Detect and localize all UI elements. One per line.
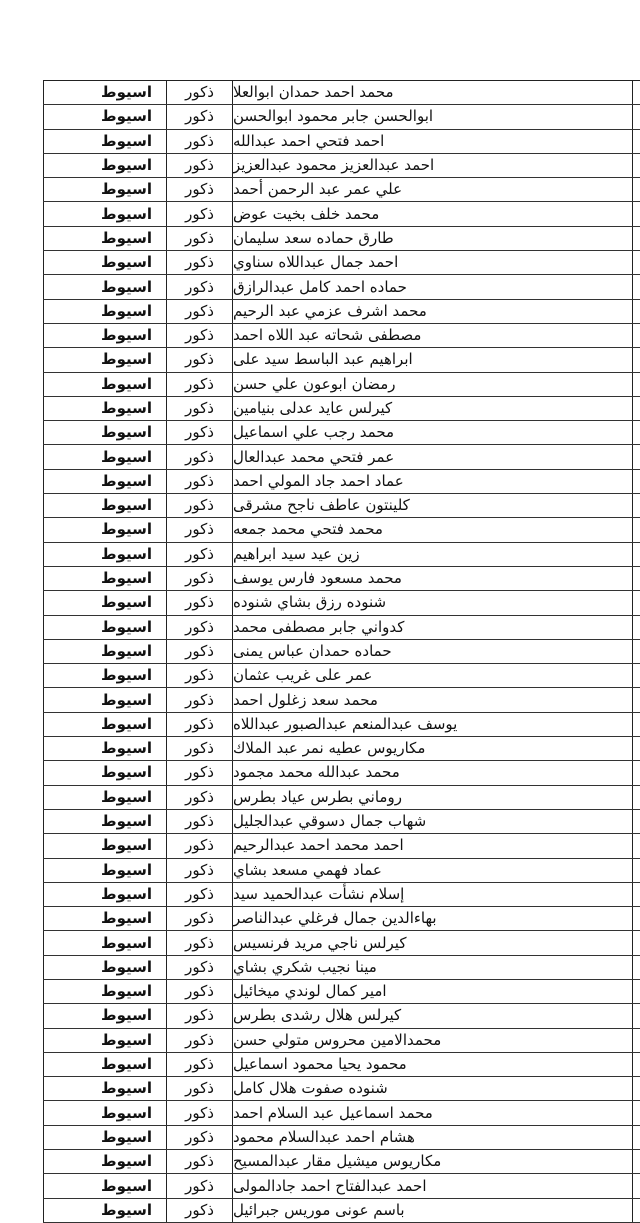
name-cell: عمر فتحي محمد عبدالعال bbox=[232, 445, 632, 468]
name-cell: زين عيد سيد ابراهيم bbox=[232, 543, 632, 566]
gender-cell: ذكور bbox=[166, 616, 232, 639]
gender-cell: ذكور bbox=[166, 834, 232, 857]
table-row bbox=[43, 275, 640, 299]
city-cell: اسيوط bbox=[43, 1150, 166, 1173]
row-number-cell bbox=[632, 543, 640, 566]
gender-cell: ذكور bbox=[166, 956, 232, 979]
table-row bbox=[43, 931, 640, 955]
gender-cell: ذكور bbox=[166, 1126, 232, 1149]
table-row bbox=[43, 178, 640, 202]
row-number-cell bbox=[632, 178, 640, 201]
table-row bbox=[43, 640, 640, 664]
city-cell: اسيوط bbox=[43, 761, 166, 784]
table-row bbox=[43, 664, 640, 688]
row-number-cell bbox=[632, 494, 640, 517]
table-row bbox=[43, 130, 640, 154]
row-number-cell bbox=[632, 664, 640, 687]
gender-cell: ذكور bbox=[166, 397, 232, 420]
table-row bbox=[43, 105, 640, 129]
row-number-cell bbox=[632, 883, 640, 906]
name-cell: عماد فهمي مسعد بشاي bbox=[232, 859, 632, 882]
table-row bbox=[43, 834, 640, 858]
table-row bbox=[43, 1126, 640, 1150]
gender-cell: ذكور bbox=[166, 494, 232, 517]
name-cell: ابوالحسن جابر محمود ابوالحسن bbox=[232, 105, 632, 128]
gender-cell: ذكور bbox=[166, 105, 232, 128]
gender-cell: ذكور bbox=[166, 640, 232, 663]
city-cell: اسيوط bbox=[43, 834, 166, 857]
row-number-cell bbox=[632, 980, 640, 1003]
name-cell: يوسف عبدالمنعم عبدالصبور عبداللاه bbox=[232, 713, 632, 736]
table-row bbox=[43, 810, 640, 834]
name-cell: محمد اسماعيل عبد السلام احمد bbox=[232, 1101, 632, 1124]
gender-cell: ذكور bbox=[166, 1199, 232, 1222]
table-row bbox=[43, 688, 640, 712]
name-cell: احمد فتحي احمد عبدالله bbox=[232, 130, 632, 153]
table-row bbox=[43, 445, 640, 469]
gender-cell: ذكور bbox=[166, 883, 232, 906]
table-row bbox=[43, 227, 640, 251]
row-number-cell bbox=[632, 713, 640, 736]
gender-cell: ذكور bbox=[166, 300, 232, 323]
city-cell: اسيوط bbox=[43, 980, 166, 1003]
name-cell: محمدالامين محروس متولي حسن bbox=[232, 1029, 632, 1052]
name-cell: محمد فتحي محمد جمعه bbox=[232, 518, 632, 541]
gender-cell: ذكور bbox=[166, 1004, 232, 1027]
name-cell: طارق حماده سعد سليمان bbox=[232, 227, 632, 250]
gender-cell: ذكور bbox=[166, 1174, 232, 1197]
row-number-cell bbox=[632, 1077, 640, 1100]
row-number-cell bbox=[632, 445, 640, 468]
row-number-cell bbox=[632, 688, 640, 711]
gender-cell: ذكور bbox=[166, 907, 232, 930]
name-cell: محمد مسعود فارس يوسف bbox=[232, 567, 632, 590]
city-cell: اسيوط bbox=[43, 470, 166, 493]
name-cell: رمضان ابوعون علي حسن bbox=[232, 373, 632, 396]
row-number-cell bbox=[632, 300, 640, 323]
row-number-cell bbox=[632, 907, 640, 930]
city-cell: اسيوط bbox=[43, 1053, 166, 1076]
table-row bbox=[43, 956, 640, 980]
city-cell: اسيوط bbox=[43, 275, 166, 298]
city-cell: اسيوط bbox=[43, 616, 166, 639]
name-cell: حماده احمد كامل عبدالرازق bbox=[232, 275, 632, 298]
row-number-cell bbox=[632, 591, 640, 614]
name-cell: عماد احمد جاد المولي احمد bbox=[232, 470, 632, 493]
name-cell: احمد عبدالفتاح احمد جادالمولى bbox=[232, 1174, 632, 1197]
name-cell: مكاريوس عطيه نمر عبد الملاك bbox=[232, 737, 632, 760]
gender-cell: ذكور bbox=[166, 1150, 232, 1173]
row-number-cell bbox=[632, 324, 640, 347]
gender-cell: ذكور bbox=[166, 445, 232, 468]
table-row bbox=[43, 737, 640, 761]
name-cell: علي عمر عبد الرحمن أحمد bbox=[232, 178, 632, 201]
row-number-cell bbox=[632, 737, 640, 760]
row-number-cell bbox=[632, 567, 640, 590]
name-cell: محمد رجب علي اسماعيل bbox=[232, 421, 632, 444]
gender-cell: ذكور bbox=[166, 251, 232, 274]
table-row bbox=[43, 494, 640, 518]
name-cell: احمد عبدالعزيز محمود عبدالعزيز bbox=[232, 154, 632, 177]
row-number-cell bbox=[632, 154, 640, 177]
name-cell: مينا نجيب شكري بشاي bbox=[232, 956, 632, 979]
city-cell: اسيوط bbox=[43, 810, 166, 833]
city-cell: اسيوط bbox=[43, 1004, 166, 1027]
gender-cell: ذكور bbox=[166, 202, 232, 225]
name-cell: باسم عونى موريس جبرائيل bbox=[232, 1199, 632, 1222]
city-cell: اسيوط bbox=[43, 202, 166, 225]
city-cell: اسيوط bbox=[43, 591, 166, 614]
gender-cell: ذكور bbox=[166, 1077, 232, 1100]
gender-cell: ذكور bbox=[166, 1101, 232, 1124]
gender-cell: ذكور bbox=[166, 373, 232, 396]
table-row bbox=[43, 786, 640, 810]
table-row bbox=[43, 883, 640, 907]
city-cell: اسيوط bbox=[43, 713, 166, 736]
table-row bbox=[43, 859, 640, 883]
city-cell: اسيوط bbox=[43, 907, 166, 930]
city-cell: اسيوط bbox=[43, 737, 166, 760]
city-cell: اسيوط bbox=[43, 518, 166, 541]
table-row bbox=[43, 373, 640, 397]
table-row bbox=[43, 567, 640, 591]
table-row bbox=[43, 81, 640, 105]
city-cell: اسيوط bbox=[43, 154, 166, 177]
row-number-cell bbox=[632, 1101, 640, 1124]
gender-cell: ذكور bbox=[166, 713, 232, 736]
row-number-cell bbox=[632, 956, 640, 979]
name-cell: روماني بطرس عياد بطرس bbox=[232, 786, 632, 809]
row-number-cell bbox=[632, 81, 640, 104]
gender-cell: ذكور bbox=[166, 130, 232, 153]
table-row bbox=[43, 251, 640, 275]
table-row bbox=[43, 1150, 640, 1174]
gender-cell: ذكور bbox=[166, 859, 232, 882]
gender-cell: ذكور bbox=[166, 470, 232, 493]
name-cell: ابراهيم عبد الباسط سيد على bbox=[232, 348, 632, 371]
row-number-cell bbox=[632, 1199, 640, 1222]
city-cell: اسيوط bbox=[43, 397, 166, 420]
table-row bbox=[43, 980, 640, 1004]
row-number-cell bbox=[632, 397, 640, 420]
gender-cell: ذكور bbox=[166, 761, 232, 784]
row-number-cell bbox=[632, 1174, 640, 1197]
table-row bbox=[43, 1199, 640, 1223]
row-number-cell bbox=[632, 761, 640, 784]
city-cell: اسيوط bbox=[43, 883, 166, 906]
city-cell: اسيوط bbox=[43, 348, 166, 371]
city-cell: اسيوط bbox=[43, 1174, 166, 1197]
gender-cell: ذكور bbox=[166, 591, 232, 614]
row-number-cell bbox=[632, 348, 640, 371]
gender-cell: ذكور bbox=[166, 178, 232, 201]
city-cell: اسيوط bbox=[43, 664, 166, 687]
gender-cell: ذكور bbox=[166, 227, 232, 250]
name-cell: امير كمال لوندي ميخائيل bbox=[232, 980, 632, 1003]
city-cell: اسيوط bbox=[43, 494, 166, 517]
city-cell: اسيوط bbox=[43, 956, 166, 979]
table-row bbox=[43, 1053, 640, 1077]
row-number-cell bbox=[632, 1004, 640, 1027]
city-cell: اسيوط bbox=[43, 324, 166, 347]
gender-cell: ذكور bbox=[166, 737, 232, 760]
gender-cell: ذكور bbox=[166, 543, 232, 566]
city-cell: اسيوط bbox=[43, 130, 166, 153]
name-cell: مصطفى شحاته عبد اللاه احمد bbox=[232, 324, 632, 347]
name-cell: كيرلس ناجي مريد فرنسيس bbox=[232, 931, 632, 954]
table-row bbox=[43, 300, 640, 324]
gender-cell: ذكور bbox=[166, 154, 232, 177]
row-number-cell bbox=[632, 421, 640, 444]
table-row bbox=[43, 202, 640, 226]
city-cell: اسيوط bbox=[43, 421, 166, 444]
table-row bbox=[43, 1004, 640, 1028]
row-number-cell bbox=[632, 275, 640, 298]
row-number-cell bbox=[632, 227, 640, 250]
city-cell: اسيوط bbox=[43, 1029, 166, 1052]
city-cell: اسيوط bbox=[43, 1126, 166, 1149]
gender-cell: ذكور bbox=[166, 275, 232, 298]
gender-cell: ذكور bbox=[166, 1053, 232, 1076]
name-cell: احمد جمال عبداللاه سناوي bbox=[232, 251, 632, 274]
city-cell: اسيوط bbox=[43, 640, 166, 663]
gender-cell: ذكور bbox=[166, 348, 232, 371]
gender-cell: ذكور bbox=[166, 1029, 232, 1052]
city-cell: اسيوط bbox=[43, 105, 166, 128]
name-cell: كيرلس هلال رشدى بطرس bbox=[232, 1004, 632, 1027]
gender-cell: ذكور bbox=[166, 518, 232, 541]
table-row bbox=[43, 1029, 640, 1053]
table-row bbox=[43, 1101, 640, 1125]
name-cell: كيرلس عايد عدلى بنيامين bbox=[232, 397, 632, 420]
name-cell: شنوده رزق بشاي شنوده bbox=[232, 591, 632, 614]
gender-cell: ذكور bbox=[166, 931, 232, 954]
row-number-cell bbox=[632, 810, 640, 833]
table-row bbox=[43, 348, 640, 372]
table-row bbox=[43, 713, 640, 737]
row-number-cell bbox=[632, 251, 640, 274]
name-cell: محمد خلف بخيت عوض bbox=[232, 202, 632, 225]
row-number-cell bbox=[632, 470, 640, 493]
row-number-cell bbox=[632, 202, 640, 225]
city-cell: اسيوط bbox=[43, 1199, 166, 1222]
city-cell: اسيوط bbox=[43, 859, 166, 882]
row-number-cell bbox=[632, 834, 640, 857]
city-cell: اسيوط bbox=[43, 445, 166, 468]
name-cell: شنوده صفوت هلال كامل bbox=[232, 1077, 632, 1100]
city-cell: اسيوط bbox=[43, 300, 166, 323]
city-cell: اسيوط bbox=[43, 688, 166, 711]
gender-cell: ذكور bbox=[166, 567, 232, 590]
gender-cell: ذكور bbox=[166, 81, 232, 104]
name-cell: محمد سعد زغلول احمد bbox=[232, 688, 632, 711]
city-cell: اسيوط bbox=[43, 227, 166, 250]
row-number-cell bbox=[632, 1053, 640, 1076]
row-number-cell bbox=[632, 859, 640, 882]
name-cell: حماده حمدان عباس يمنى bbox=[232, 640, 632, 663]
name-cell: محمد احمد حمدان ابوالعلا bbox=[232, 81, 632, 104]
roster-table bbox=[43, 80, 640, 1219]
city-cell: اسيوط bbox=[43, 931, 166, 954]
table-row bbox=[43, 591, 640, 615]
city-cell: اسيوط bbox=[43, 786, 166, 809]
table-row bbox=[43, 470, 640, 494]
table-row bbox=[43, 907, 640, 931]
row-number-cell bbox=[632, 640, 640, 663]
row-number-cell bbox=[632, 105, 640, 128]
table-row bbox=[43, 421, 640, 445]
row-number-cell bbox=[632, 1029, 640, 1052]
city-cell: اسيوط bbox=[43, 543, 166, 566]
table-row bbox=[43, 518, 640, 542]
city-cell: اسيوط bbox=[43, 178, 166, 201]
gender-cell: ذكور bbox=[166, 786, 232, 809]
gender-cell: ذكور bbox=[166, 421, 232, 444]
table-row bbox=[43, 1077, 640, 1101]
row-number-cell bbox=[632, 130, 640, 153]
city-cell: اسيوط bbox=[43, 373, 166, 396]
name-cell: مكاريوس ميشيل مقار عبدالمسيح bbox=[232, 1150, 632, 1173]
name-cell: هشام احمد عبدالسلام محمود bbox=[232, 1126, 632, 1149]
name-cell: محمد اشرف عزمي عبد الرحيم bbox=[232, 300, 632, 323]
name-cell: كلينتون عاطف ناجح مشرقى bbox=[232, 494, 632, 517]
table-row bbox=[43, 154, 640, 178]
name-cell: شهاب جمال دسوقي عبدالجليل bbox=[232, 810, 632, 833]
city-cell: اسيوط bbox=[43, 567, 166, 590]
name-cell: بهاءالدين جمال فرغلي عبدالناصر bbox=[232, 907, 632, 930]
row-number-cell bbox=[632, 518, 640, 541]
gender-cell: ذكور bbox=[166, 324, 232, 347]
city-cell: اسيوط bbox=[43, 81, 166, 104]
table-row bbox=[43, 324, 640, 348]
city-cell: اسيوط bbox=[43, 251, 166, 274]
city-cell: اسيوط bbox=[43, 1101, 166, 1124]
table-row bbox=[43, 1174, 640, 1198]
row-number-cell bbox=[632, 373, 640, 396]
gender-cell: ذكور bbox=[166, 980, 232, 1003]
name-cell: عمر على غريب عثمان bbox=[232, 664, 632, 687]
city-cell: اسيوط bbox=[43, 1077, 166, 1100]
gender-cell: ذكور bbox=[166, 810, 232, 833]
row-number-cell bbox=[632, 786, 640, 809]
name-cell: إسلام نشأت عبدالحميد سيد bbox=[232, 883, 632, 906]
row-number-cell bbox=[632, 616, 640, 639]
gender-cell: ذكور bbox=[166, 688, 232, 711]
gender-cell: ذكور bbox=[166, 664, 232, 687]
table-row bbox=[43, 543, 640, 567]
table-row bbox=[43, 397, 640, 421]
name-cell: احمد محمد احمد عبدالرحيم bbox=[232, 834, 632, 857]
table-row bbox=[43, 616, 640, 640]
row-number-cell bbox=[632, 931, 640, 954]
name-cell: كدواني جابر مصطفى محمد bbox=[232, 616, 632, 639]
name-cell: محمد عبدالله محمد مجمود bbox=[232, 761, 632, 784]
table-row bbox=[43, 761, 640, 785]
row-number-cell bbox=[632, 1126, 640, 1149]
row-number-cell bbox=[632, 1150, 640, 1173]
name-cell: محمود يحيا محمود اسماعيل bbox=[232, 1053, 632, 1076]
